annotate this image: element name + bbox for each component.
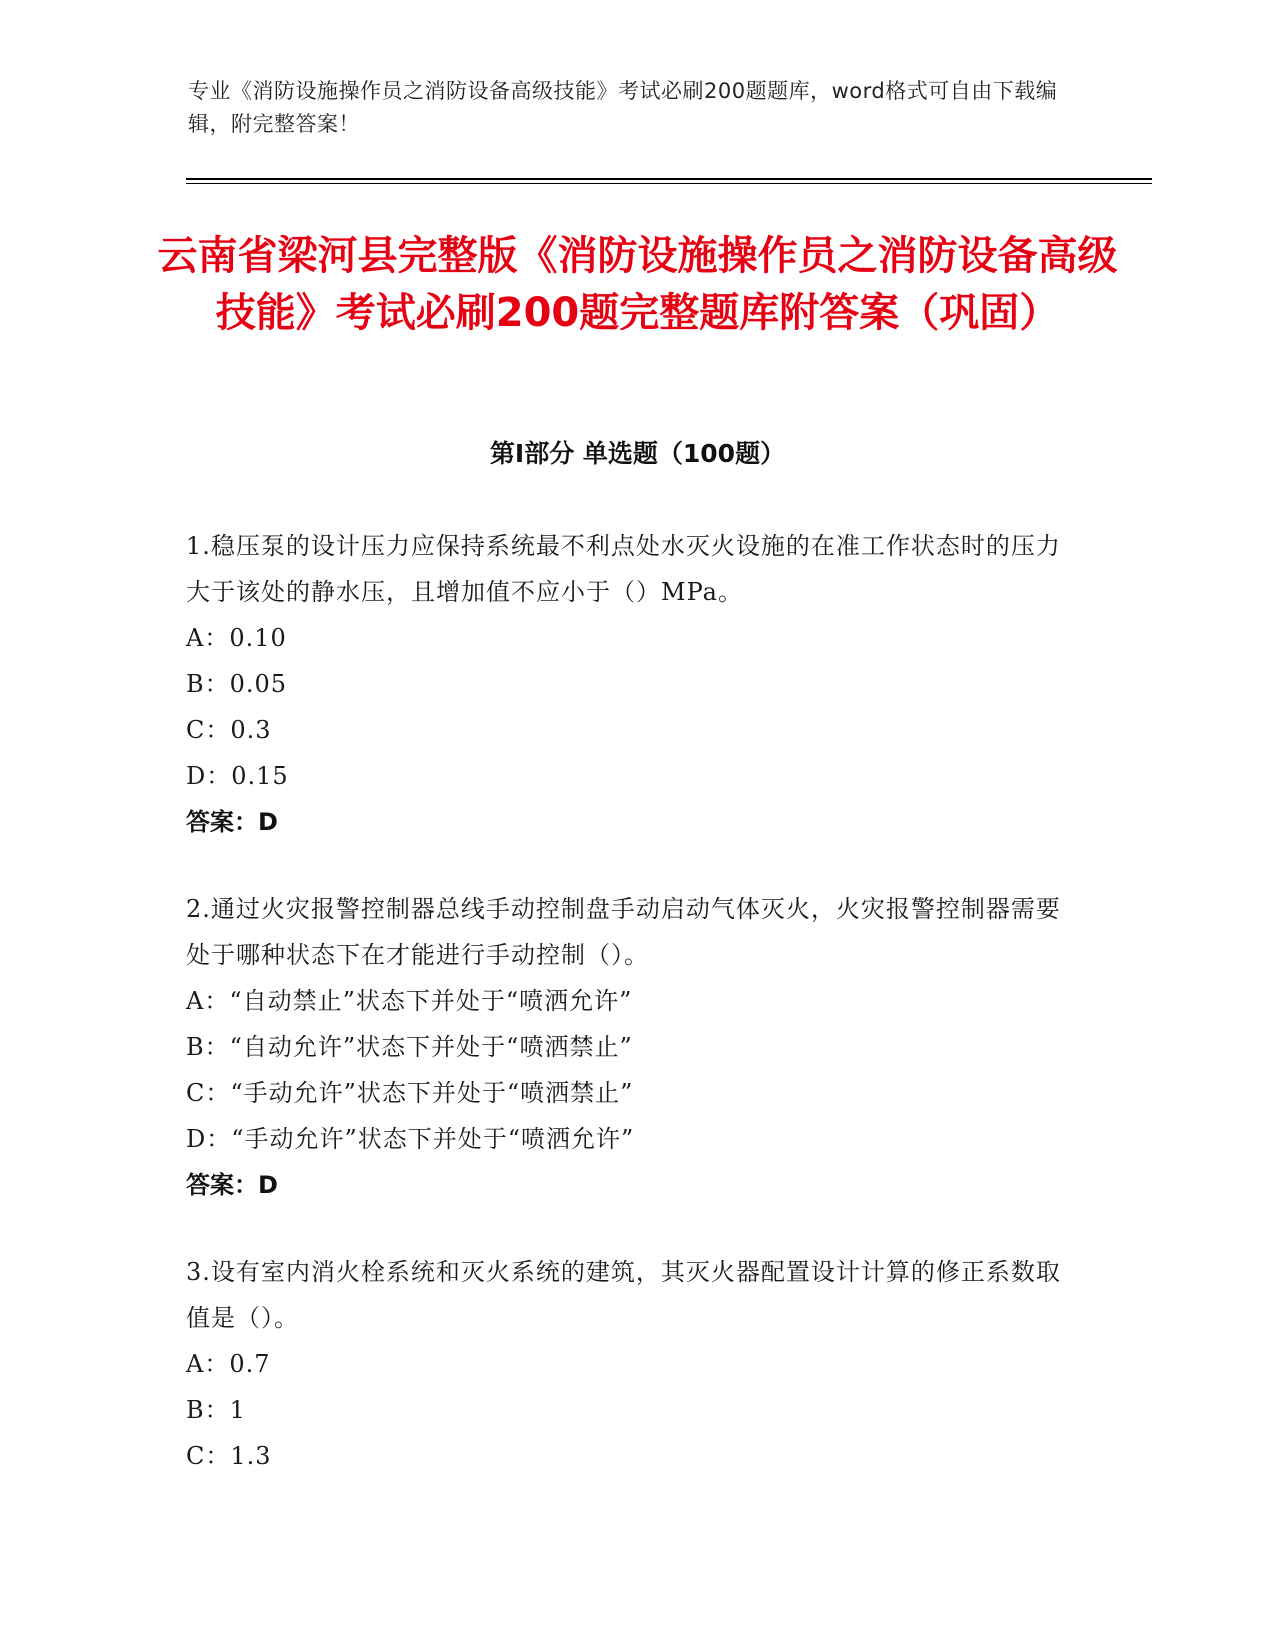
answer-line xyxy=(186,1162,1066,1208)
option-a: A：“自动禁止”状态下并处于“喷洒允许” xyxy=(186,987,633,1015)
header-divider-thick xyxy=(186,178,1152,180)
answer-value: D xyxy=(258,1171,278,1199)
option-c: C：1.3 xyxy=(186,1442,272,1470)
option-a: A：0.7 xyxy=(186,1350,271,1378)
section-heading: 第Ⅰ部分 单选题（100题） xyxy=(489,439,786,468)
option-d: D：0.15 xyxy=(186,762,289,790)
answer-label: 答案： xyxy=(186,808,258,836)
option-b: B：“自动允许”状态下并处于“喷洒禁止” xyxy=(186,1033,633,1061)
document-title: 云南省梁河县完整版《消防设施操作员之消防设备高级技能》考试必刷200题完整题库附答案（巩固） xyxy=(157,233,1118,336)
question-item xyxy=(186,886,1066,1208)
option-c: C：“手动允许”状态下并处于“喷洒禁止” xyxy=(186,1079,634,1107)
answer-value: D xyxy=(258,808,278,836)
option-b: B：1 xyxy=(186,1396,246,1424)
answer-line xyxy=(186,799,1066,845)
question-stem: 3.设有室内消火栓系统和灭火系统的建筑，其灭火器配置设计计算的修正系数取值是（）。 xyxy=(186,1258,1061,1332)
option-c: C：0.3 xyxy=(186,716,272,744)
option-a: A：0.10 xyxy=(186,624,287,652)
question-stem: 2.通过火灾报警控制器总线手动控制盘手动启动气体灭火，火灾报警控制器需要处于哪种状态下在才能进行手动控制（）。 xyxy=(186,895,1061,969)
header-note: 专业《消防设施操作员之消防设备高级技能》考试必刷200题题库，word格式可自由下载编辑，附完整答案！ xyxy=(188,79,1058,136)
answer-label: 答案： xyxy=(186,1171,258,1199)
option-b: B：0.05 xyxy=(186,670,288,698)
question-item xyxy=(186,523,1066,845)
question-item xyxy=(186,1249,1066,1479)
header-divider-thin xyxy=(186,183,1152,184)
question-stem: 1.稳压泵的设计压力应保持系统最不利点处水灭火设施的在准工作状态时的压力大于该处的静水压，且增加值不应小于（）MPa。 xyxy=(186,532,1061,606)
option-d: D：“手动允许”状态下并处于“喷洒允许” xyxy=(186,1125,635,1153)
